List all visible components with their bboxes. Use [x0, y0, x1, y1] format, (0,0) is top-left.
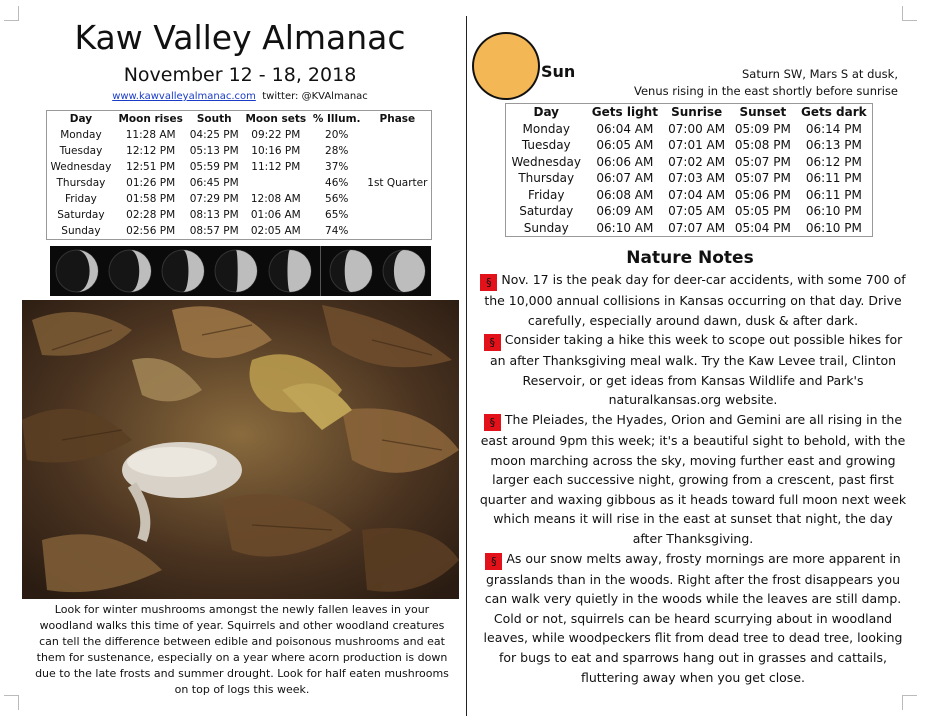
moon-table: [46, 110, 432, 240]
cell: Sunday: [61, 225, 101, 237]
cell: Friday: [528, 187, 565, 202]
cell: 01:26 PM: [126, 177, 176, 189]
cell: 06:06 AM: [596, 154, 654, 169]
note-paragraph: [478, 549, 908, 688]
cell: Thursday: [518, 171, 575, 186]
cell: 65%: [325, 209, 349, 221]
crop-mark-bottom-right: [902, 695, 917, 710]
cell: 07:02 AM: [668, 154, 726, 169]
cell: 06:10 AM: [596, 220, 654, 235]
cell: Thursday: [56, 177, 106, 189]
table-row: [47, 127, 432, 143]
cell: 08:57 PM: [189, 225, 239, 237]
moon-phase-2-icon: [160, 248, 206, 294]
cell: 05:13 PM: [189, 145, 239, 157]
section-marker-icon: §: [480, 274, 497, 291]
cell: [364, 191, 432, 207]
cell: 07:03 AM: [668, 171, 726, 186]
photo-caption: Look for winter mushrooms amongst the newly fallen leaves in your woodland walks this time of year. Squirrels and other woodland creatures can tell the difference between edible and poisonous mushrooms and eat them for sustenance, especially on a year where acorn production is down due to the late frosts and summer drought. Look for half eaten mushrooms on top of logs this week.: [35, 603, 449, 696]
cell: 07:05 AM: [668, 204, 726, 219]
cell: 05:09 PM: [734, 121, 791, 136]
mushroom-leaves-photo: [22, 300, 459, 599]
page-title: Kaw Valley Almanac: [74, 18, 406, 57]
crop-mark-top-left: [4, 6, 19, 21]
cell: 06:14 PM: [805, 121, 862, 136]
cell: 07:00 AM: [668, 121, 726, 136]
cell: 08:13 PM: [189, 209, 239, 221]
cell: Saturday: [57, 209, 105, 221]
cell: 06:04 AM: [596, 121, 654, 136]
cell: 20%: [325, 129, 349, 141]
col-header: Phase: [379, 113, 416, 125]
table-row: [47, 207, 432, 223]
nature-notes-heading: Nature Notes: [626, 248, 754, 268]
table-row: [506, 220, 873, 237]
cell: 04:25 PM: [189, 129, 239, 141]
note-text: Nov. 17 is the peak day for deer-car accidents, with some 700 of the 10,000 annual collisions in Kansas occurring on that day. Drive carefully, especially around dawn, dusk & after dark.: [484, 272, 906, 328]
cell: 74%: [325, 225, 349, 237]
cell: [364, 207, 432, 223]
cell: 10:16 PM: [251, 145, 301, 157]
sun-table-header: [506, 104, 873, 121]
note-text: The Pleiades, the Hyades, Orion and Gemini are all rising in the east around 9pm this week; it's a beautiful sight to behold, with the moon marching across the sky, moving further east and growing larger each successive night, growing from a crescent, past first quarter and waxing gibbous as it heads toward full moon next week which means it will rise in the east at sunset that night, the day after Thanksgiving.: [479, 411, 907, 546]
cell: 11:28 AM: [125, 129, 176, 141]
nature-notes: [478, 270, 908, 687]
cell: 06:07 AM: [596, 171, 654, 186]
moon-phase-5-icon: [328, 248, 374, 294]
cell: 09:22 PM: [251, 129, 301, 141]
col-header: Day: [533, 105, 559, 120]
cell: Wednesday: [511, 154, 581, 169]
cell: 12:08 AM: [250, 193, 301, 205]
cell: 46%: [325, 177, 349, 189]
cell: 06:45 PM: [189, 177, 239, 189]
sun-table: [505, 103, 873, 237]
strip-separator: [320, 246, 321, 296]
date-range: November 12 - 18, 2018: [123, 64, 357, 86]
cell: 06:13 PM: [805, 138, 862, 153]
cell: 06:10 PM: [805, 220, 862, 235]
note-paragraph: [478, 330, 908, 410]
cell: 02:28 PM: [126, 209, 176, 221]
table-row: [506, 154, 873, 171]
cell: [364, 159, 432, 175]
crop-mark-top-right: [902, 6, 917, 21]
cell: 07:04 AM: [668, 187, 726, 202]
cell: 28%: [325, 145, 349, 157]
moon-phase-1-icon: [107, 248, 153, 294]
table-row: [506, 137, 873, 154]
moon-phase-3-icon: [213, 248, 259, 294]
cell: 05:08 PM: [734, 138, 791, 153]
cell: Friday: [65, 193, 97, 205]
table-row: [47, 175, 432, 191]
section-marker-icon: §: [484, 414, 501, 431]
cell: Saturday: [519, 204, 574, 219]
table-row: [47, 143, 432, 159]
cell: 05:06 PM: [734, 187, 791, 202]
cell: 12:51 PM: [126, 161, 176, 173]
cell: 06:10 PM: [805, 204, 862, 219]
table-row: [47, 223, 432, 240]
cell: Monday: [522, 121, 570, 136]
column-divider: [466, 16, 467, 716]
cell: 1st Quarter: [367, 177, 428, 189]
planets-line-1: Saturn SW, Mars S at dusk,: [741, 67, 898, 81]
website-link[interactable]: www.kawvalleyalmanac.com: [112, 91, 256, 102]
col-header: Sunrise: [671, 105, 723, 120]
col-header: Gets light: [591, 105, 658, 120]
note-paragraph: [478, 270, 908, 330]
cell: 05:04 PM: [734, 220, 791, 235]
moon-phase-4-icon: [267, 248, 313, 294]
col-header: Day: [69, 113, 93, 125]
crop-mark-bottom-left: [4, 695, 19, 710]
cell: 06:12 PM: [805, 154, 862, 169]
cell: [364, 127, 432, 143]
cell: 11:12 PM: [251, 161, 301, 173]
cell: 37%: [325, 161, 349, 173]
cell: [364, 143, 432, 159]
sun-icon: [474, 34, 538, 98]
cell: [242, 175, 310, 191]
cell: [364, 223, 432, 240]
table-row: [506, 187, 873, 204]
cell: 05:07 PM: [734, 171, 791, 186]
cell: 07:01 AM: [668, 138, 726, 153]
cell: 01:06 AM: [250, 209, 301, 221]
col-header: Gets dark: [801, 105, 867, 120]
table-row: [506, 170, 873, 187]
section-marker-icon: §: [485, 553, 502, 570]
cell: 06:05 AM: [596, 138, 654, 153]
cell: Wednesday: [50, 161, 112, 173]
col-header: South: [196, 113, 232, 125]
planets-note: [560, 66, 898, 100]
moon-phase-6-icon: [381, 248, 427, 294]
cell: 02:56 PM: [126, 225, 176, 237]
table-row: [506, 203, 873, 220]
section-marker-icon: §: [484, 334, 501, 351]
cell: Monday: [60, 129, 102, 141]
twitter-handle: twitter: @KVAlmanac: [262, 91, 368, 102]
table-row: [47, 159, 432, 175]
links-line: [20, 91, 460, 102]
moon-phase-strip: [50, 246, 431, 296]
cell: 02:05 AM: [250, 225, 301, 237]
cell: 05:07 PM: [734, 154, 791, 169]
cell: 05:05 PM: [734, 204, 791, 219]
moon-table-header: [47, 111, 432, 128]
table-row: [506, 121, 873, 138]
moon-phase-0-icon: [54, 248, 100, 294]
planets-line-2: Venus rising in the east shortly before sunrise: [633, 84, 898, 98]
cell: Sunday: [523, 220, 569, 235]
cell: 05:59 PM: [189, 161, 239, 173]
cell: 06:09 AM: [596, 204, 654, 219]
note-text: As our snow melts away, frosty mornings are more apparent in grasslands than in the woods. Right after the frost disappears you can walk very quietly in the woods while the leaves are still damp. Cold or not, squirrels can be heard scurrying about in woodland leaves, while woodpeckers flit from dead tree to dead tree, looking for bugs to eat and sparrows hang out in grasses and cattails, fluttering away when you get close.: [483, 550, 903, 685]
col-header: Moon sets: [245, 113, 307, 125]
cell: 06:11 PM: [805, 171, 862, 186]
table-row: [47, 191, 432, 207]
note-paragraph: [478, 410, 908, 549]
col-header: % Illum.: [312, 113, 361, 125]
col-header: Sunset: [739, 105, 787, 120]
cell: 06:08 AM: [596, 187, 654, 202]
cell: 56%: [325, 193, 349, 205]
sun-label: Sun: [541, 62, 576, 81]
cell: 07:29 PM: [189, 193, 239, 205]
cell: Tuesday: [521, 138, 571, 153]
cell: 12:12 PM: [126, 145, 176, 157]
note-text: Consider taking a hike this week to scope out possible hikes for an after Thanksgiving meal walk. Try the Kaw Levee trail, Clinton Reservoir, or get ideas from Kansas Wildlife and Park's naturalkansas.org website.: [489, 332, 903, 408]
cell: 07:07 AM: [668, 220, 726, 235]
cell: 06:11 PM: [805, 187, 862, 202]
cell: 01:58 PM: [126, 193, 176, 205]
col-header: Moon rises: [118, 113, 183, 125]
cell: Tuesday: [59, 145, 103, 157]
